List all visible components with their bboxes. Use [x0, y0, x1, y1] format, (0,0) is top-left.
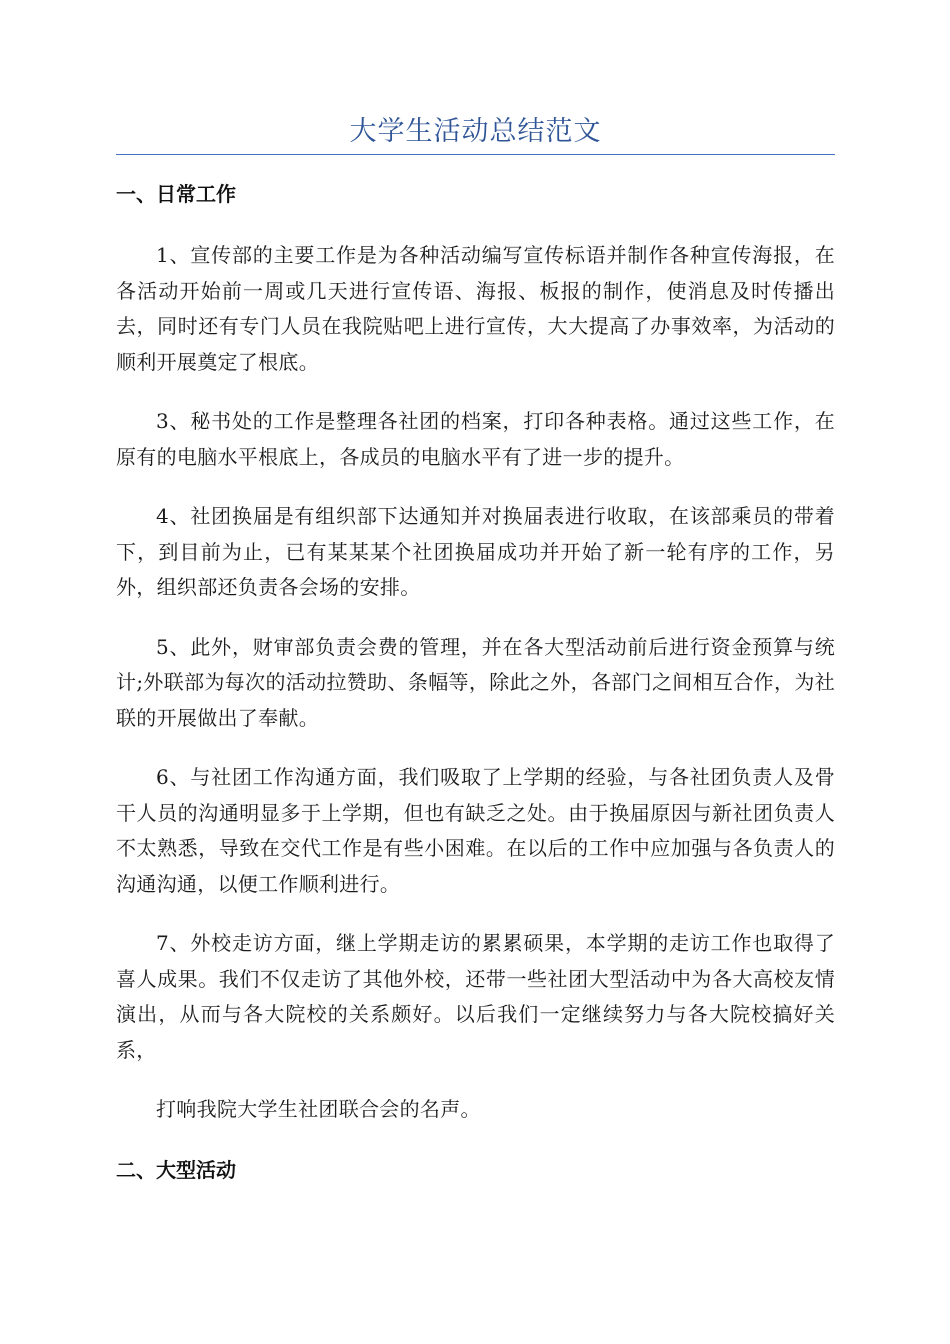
- paragraph-reputation: 打响我院大学生社团联合会的名声。: [156, 1097, 481, 1121]
- section-heading-daily-work: 一、日常工作: [116, 182, 236, 206]
- paragraph-club-election: 4、社团换届是有组织部下达通知并对换届表进行收取，在该部乘员的带着下，到目前为止，已有某某某个社团换届成功并开始了新一轮有序的工作，另外，组织部还负责各会场的安排。: [116, 504, 835, 599]
- paragraph-club-communication: 6、与社团工作沟通方面，我们吸取了上学期的经验，与各社团负责人及骨干人员的沟通明显多于上学期，但也有缺乏之处。由于换届原因与新社团负责人不太熟悉，导致在交代工作是有些小困难。在以后的工作中应加强与各负责人的沟通沟通，以便工作顺利进行。: [116, 765, 835, 896]
- paragraph-external-visits: 7、外校走访方面，继上学期走访的累累硕果，本学期的走访工作也取得了喜人成果。我们不仅走访了其他外校，还带一些社团大型活动中为各大高校友情演出，从而与各大院校的关系颇好。以后我们一定继续努力与各大院校搞好关系，: [116, 931, 835, 1062]
- paragraph-finance: 5、此外，财审部负责会费的管理，并在各大型活动前后进行资金预算与统计;外联部为每次的活动拉赞助、条幅等，除此之外，各部门之间相互合作，为社联的开展做出了奉献。: [116, 634, 835, 730]
- page-title: 大学生活动总结范文: [349, 116, 602, 147]
- paragraph-publicity: 1、宣传部的主要工作是为各种活动编写宣传标语并制作各种宣传海报，在各活动开始前一周或几天进行宣传语、海报、板报的制作，使消息及时传播出去，同时还有专门人员在我院贴吧上进行宣传，大大提高了办事效率，为活动的顺利开展奠定了根底。: [116, 243, 835, 374]
- paragraph-secretariat: 3、秘书处的工作是整理各社团的档案，打印各种表格。通过这些工作，在原有的电脑水平根底上，各成员的电脑水平有了进一步的提升。: [116, 409, 835, 469]
- section-heading-major-events: 二、大型活动: [116, 1157, 236, 1182]
- title-underline: [116, 154, 835, 155]
- document-body: [116, 176, 835, 1188]
